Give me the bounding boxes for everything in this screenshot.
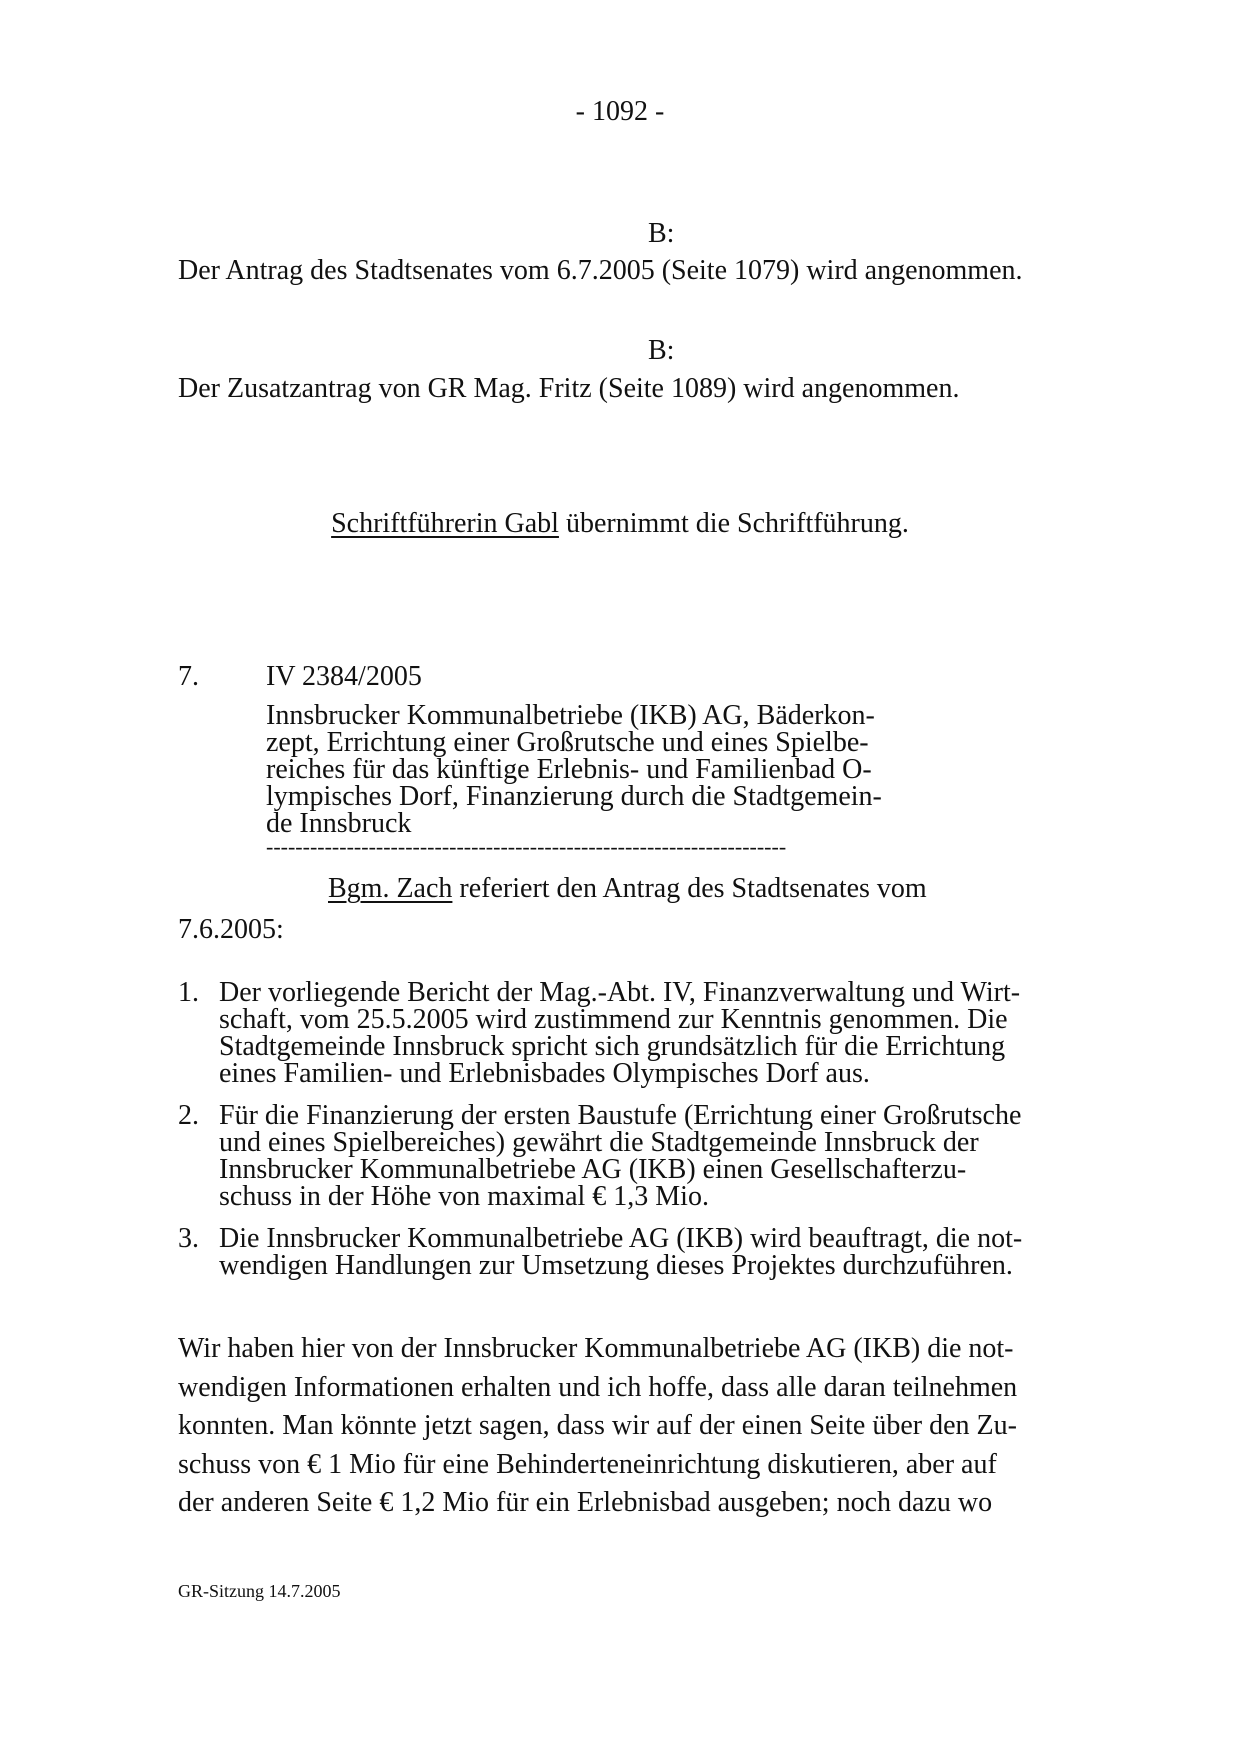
decision-label: B: <box>648 335 675 366</box>
decision-text: Der Antrag des Stadtsenates vom 6.7.2005 (Seite 1079) wird angenommen. <box>178 255 1023 286</box>
agenda-item-number: 7. <box>178 661 199 692</box>
paragraph-line: wendigen Informationen erhalten und ich hoffe, dass alle daran teilnehmen <box>178 1371 1018 1403</box>
motion-item-number: 1. <box>178 977 199 1008</box>
motion-item-line: Für die Finanzierung der ersten Baustufe (Errichtung einer Großrutsche <box>219 1100 1022 1131</box>
agenda-item-title-line: lympisches Dorf, Finanzierung durch die Stadtgemein- <box>266 781 882 812</box>
paragraph-line: schuss von € 1 Mio für eine Behinderteneinrichtung diskutieren, aber auf <box>178 1448 997 1480</box>
agenda-item-title <box>266 702 946 837</box>
agenda-item-title-line: de Innsbruck <box>266 808 412 839</box>
motion-item-line: Innsbrucker Kommunalbetriebe AG (IKB) einen Gesellschafterzu- <box>219 1154 967 1185</box>
paragraph-line: Wir haben hier von der Innsbrucker Kommunalbetriebe AG (IKB) die not- <box>178 1333 1014 1364</box>
motion-item-number: 2. <box>178 1100 199 1131</box>
agenda-item-title-line: Innsbrucker Kommunalbetriebe (IKB) AG, Bäderkon- <box>266 700 875 731</box>
referent-name: Bgm. Zach <box>328 873 453 904</box>
agenda-item-title-line: zept, Errichtung einer Großrutsche und eines Spielbe- <box>266 727 869 758</box>
secretary-name: Schriftführerin Gabl <box>331 508 559 539</box>
page-number: - 1092 - <box>575 96 665 127</box>
secretary-note-text: übernimmt die Schriftführung. <box>558 508 909 539</box>
motion-item-line: und eines Spielbereiches) gewährt die Stadtgemeinde Innsbruck der <box>219 1127 979 1158</box>
motion-item-number: 3. <box>178 1223 199 1254</box>
motion-item-line: schaft, vom 25.5.2005 wird zustimmend zur Kenntnis genommen. Die <box>219 1004 1008 1035</box>
body-paragraph <box>178 1330 1017 1523</box>
paragraph-line: der anderen Seite € 1,2 Mio für ein Erlebnisbad ausgeben; noch dazu wo <box>178 1487 993 1518</box>
motion-item-line: eines Familien- und Erlebnisbades Olympisches Dorf aus. <box>219 1058 870 1089</box>
decision-label: B: <box>648 218 675 249</box>
secretary-note <box>0 510 1240 538</box>
motion-item-line: Der vorliegende Bericht der Mag.-Abt. IV, Finanzverwaltung und Wirt- <box>219 977 1021 1008</box>
referent-text: referiert den Antrag des Stadtsenates vom <box>452 873 927 904</box>
separator-line: ----------------------------------------------------------------------- <box>266 836 787 858</box>
agenda-item-title-line: reiches für das künftige Erlebnis- und Familienbad O- <box>266 754 872 785</box>
referent-line <box>328 875 927 903</box>
motion-item-line: Die Innsbrucker Kommunalbetriebe AG (IKB) wird beauftragt, die not- <box>219 1223 1023 1254</box>
agenda-item-reference: IV 2384/2005 <box>266 661 422 692</box>
motion-item-line: schuss in der Höhe von maximal € 1,3 Mio. <box>219 1181 709 1212</box>
decision-text: Der Zusatzantrag von GR Mag. Fritz (Seite 1089) wird angenommen. <box>178 373 960 404</box>
paragraph-line: konnten. Man könnte jetzt sagen, dass wir auf der einen Seite über den Zu- <box>178 1410 1017 1441</box>
page-footer: GR-Sitzung 14.7.2005 <box>178 1581 341 1601</box>
motion-item-line: Stadtgemeinde Innsbruck spricht sich grundsätzlich für die Errichtung <box>219 1031 1006 1062</box>
referent-date: 7.6.2005: <box>178 914 284 945</box>
motion-item-line: wendigen Handlungen zur Umsetzung dieses Projektes durchzuführen. <box>219 1250 1013 1281</box>
